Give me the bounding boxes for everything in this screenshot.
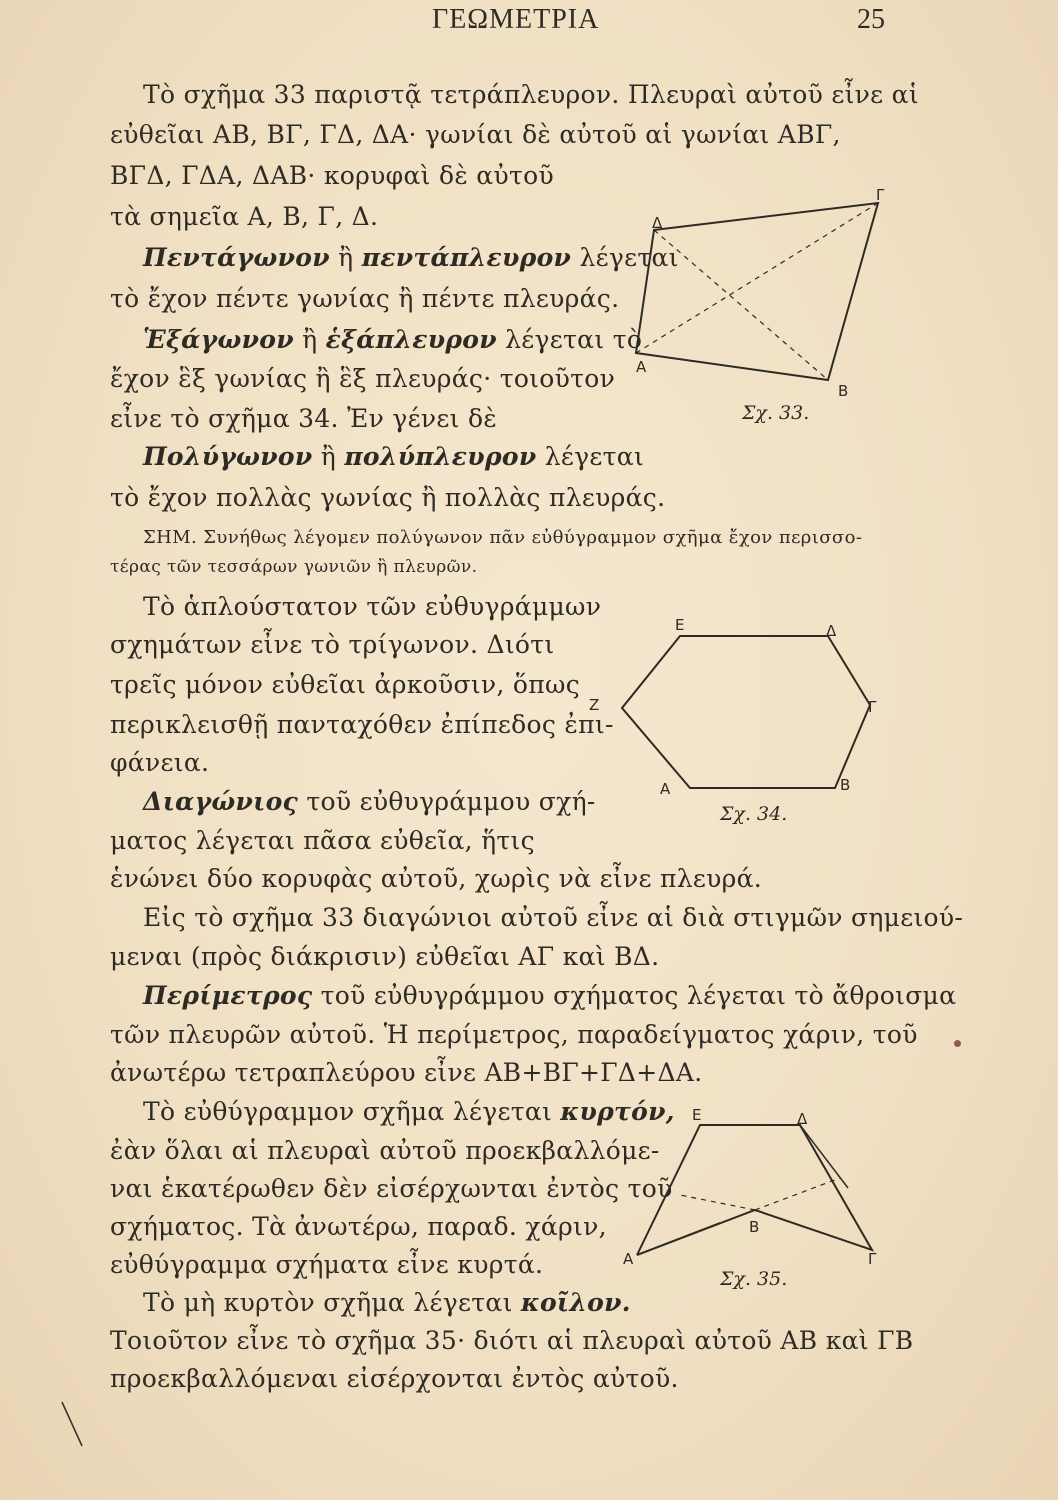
text-line: τρεῖς μόνον εὐθεῖαι ἀρκοῦσιν, ὅπως [110,670,580,699]
text-line: ἔχον ἓξ γωνίας ἢ ἓξ πλευράς· τοιοῦτον [110,364,616,393]
text-line [143,1097,675,1126]
text-line: Εἰς τὸ σχῆμα 33 διαγώνιοι αὐτοῦ εἶνε αἱ διὰ στιγμῶν σημειού- [143,903,964,932]
fig33-label-B: Β [838,382,849,400]
word-or: ἢ [302,325,318,354]
term-hexapleuron: ἑξάπλευρον [325,325,497,354]
term-polypleuron: πολύπλευρον [344,442,537,471]
text-line: ἀνωτέρω τετραπλεύρου εἶνε ΑΒ+ΒΓ+ΓΔ+ΔΑ. [110,1058,703,1087]
term-concave: κοῖλον. [520,1288,631,1317]
fig33-label-D: Δ [652,214,663,232]
text-line: σχημάτων εἶνε τὸ τρίγωνον. Διότι [110,630,555,659]
running-header-title: ΓΕΩΜΕΤΡΙΑ [432,4,600,35]
word-legetai: λέγεται [544,442,645,471]
figure-34 [600,620,880,800]
ink-dot [954,1040,961,1047]
fig34-hexagon [622,636,870,788]
term-pentagon: Πεντάγωνον [143,243,330,272]
text-line: εἶνε τὸ σχῆμα 34. Ἐν γένει δὲ [110,404,498,433]
text-line: ΒΓΔ, ΓΔΑ, ΔΑΒ· κορυφαὶ δὲ αὐτοῦ [110,161,554,190]
term-hexagon: Ἑξάγωνον [143,325,294,354]
fig33-caption: Σχ. 33. [742,402,810,424]
diagonal-rest: τοῦ εὐθυγράμμου σχή- [306,787,596,816]
text-line [143,787,596,816]
text-line: ἑνώνει δύο κορυφὰς αὐτοῦ, χωρὶς νὰ εἶνε πλευρά. [110,864,763,893]
text-line: ματος λέγεται πᾶσα εὐθεῖα, ἥτις [110,826,535,855]
fig35-caption: Σχ. 35. [720,1268,788,1290]
fig34-label-A: Α [660,780,671,798]
fig34-label-G: Γ [868,698,877,716]
text-line: εὐθύγραμμα σχήματα εἶνε κυρτά. [110,1250,544,1279]
fig35-side-DG-upper [800,1125,848,1188]
fig34-label-D: Δ [826,622,837,640]
text-line: φάνεια. [110,748,210,777]
fig34-caption: Σχ. 34. [720,803,788,825]
fig35-label-A: Α [623,1250,634,1268]
term-perimeter: Περίμετρος [143,981,313,1010]
perimeter-rest: τοῦ εὐθυγράμμου σχήματος λέγεται τὸ ἄθροισμα [320,981,957,1010]
fig35-label-G: Γ [868,1250,877,1268]
fig35-label-E: Ε [692,1106,702,1124]
text-line: ναι ἑκατέρωθεν δὲν εἰσέρχωνται ἐντὸς τοῦ [110,1174,673,1203]
text-line [143,442,644,471]
text-line: τὸ ἔχον πέντε γωνίας ἢ πέντε πλευράς. [110,284,620,313]
fig33-label-G: Γ [876,186,885,204]
text-line: μεναι (πρὸς διάκρισιν) εὐθεῖαι ΑΓ καὶ ΒΔ. [110,942,660,971]
fig35-label-D: Δ [797,1110,808,1128]
text-line [143,243,679,272]
term-polygon: Πολύγωνον [143,442,313,471]
convex-line: Τὸ εὐθύγραμμον σχῆμα λέγεται [143,1097,553,1126]
text-line: τὸ ἔχον πολλὰς γωνίας ἢ πολλὰς πλευράς. [110,483,666,512]
fig33-quadrilateral [636,203,878,380]
fig35-extension-GB [680,1195,755,1210]
word-or: ἢ [320,442,337,471]
word-or: ἢ [338,243,354,272]
text-line: σχήματος. Τὰ ἀνωτέρω, παραδ. χάριν, [110,1212,607,1241]
figure-35 [620,1110,890,1270]
term-pentapleuron: πεντάπλευρον [361,243,572,272]
text-line: τῶν πλευρῶν αὐτοῦ. Ἡ περίμετρος, παραδείγματος χάριν, τοῦ [110,1020,918,1049]
text-line: περικλεισθῇ πανταχόθεν ἐπίπεδος ἐπι- [110,710,614,739]
text-line: προεκβαλλόμεναι εἰσέρχονται ἐντὸς αὐτοῦ. [110,1364,679,1393]
word-legetai: λέγεται [579,243,679,272]
page-number: 25 [857,4,885,35]
note-line: τέρας τῶν τεσσάρων γωνιῶν ἢ πλευρῶν. [110,557,478,577]
text-line: τὰ σημεῖα Α, Β, Γ, Δ. [110,202,379,231]
term-convex: κυρτόν, [560,1097,675,1126]
fig35-label-B: Β [749,1218,760,1236]
text-line: Τὸ σχῆμα 33 παριστᾷ τετράπλευρον. Πλευραὶ αὐτοῦ εἶνε αἱ [143,80,919,109]
fig34-label-B: Β [840,776,851,794]
term-diagonal: Διαγώνιος [143,787,299,816]
paper-stroke-mark [58,1400,88,1450]
fig33-diagonal-BD [654,230,828,380]
fig34-label-Z: Ζ [589,696,600,714]
text-line: Τοιοῦτον εἶνε τὸ σχῆμα 35· διότι αἱ πλευραὶ αὐτοῦ ΑΒ καὶ ΓΒ [110,1326,914,1355]
fig34-label-E: Ε [675,616,685,634]
text-line [143,981,956,1010]
text-line: εὐθεῖαι ΑΒ, ΒΓ, ΓΔ, ΔΑ· γωνίαι δὲ αὐτοῦ αἱ γωνίαι ΑΒΓ, [110,120,841,149]
fig35-extension-AB [755,1178,840,1210]
word-legetai: λέγεται τὸ [505,325,643,354]
note-line: ΣΗΜ. Συνήθως λέγομεν πολύγωνον πᾶν εὐθύγραμμον σχῆμα ἔχον περισσο- [143,527,863,548]
text-line [143,325,642,354]
text-line: Τὸ ἁπλούστατον τῶν εὐθυγράμμων [143,592,602,621]
text-line: ἐὰν ὅλαι αἱ πλευραὶ αὐτοῦ προεκβαλλόμε- [110,1136,660,1165]
concave-line: Τὸ μὴ κυρτὸν σχῆμα λέγεται [143,1288,513,1317]
text-line [143,1288,631,1317]
fig33-label-A: Α [636,358,647,376]
